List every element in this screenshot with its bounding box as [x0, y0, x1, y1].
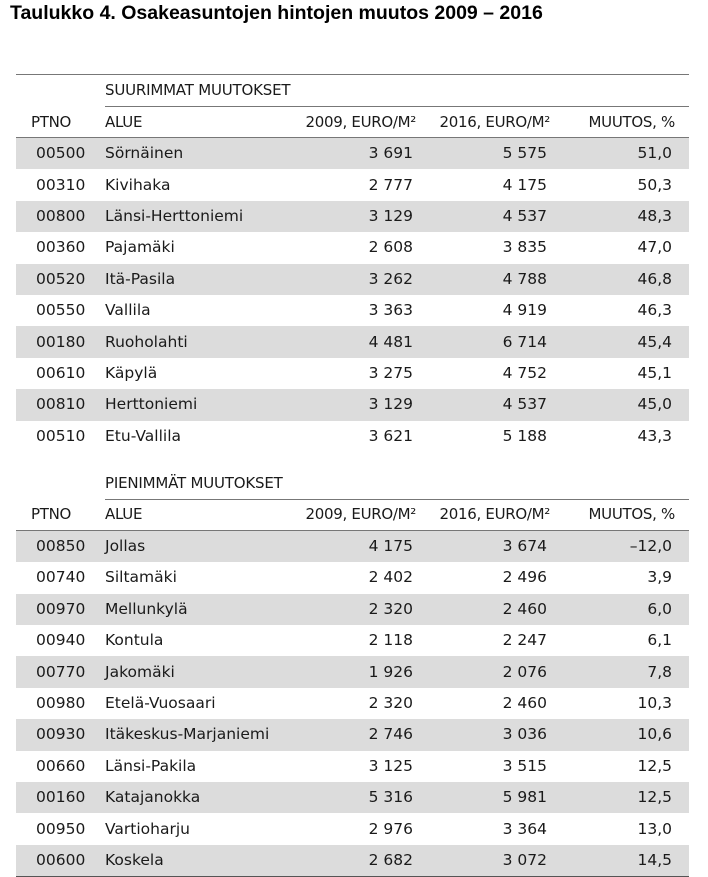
cell-2016: 5 575	[502, 144, 547, 163]
cell-muutos: 46,3	[637, 301, 672, 320]
table-row	[16, 845, 689, 876]
cell-alue: Vallila	[105, 301, 151, 320]
cell-muutos: 46,8	[637, 269, 672, 288]
cell-muutos: 45,0	[637, 395, 672, 414]
cell-alue: Sörnäinen	[105, 144, 184, 163]
cell-2016: 2 460	[502, 599, 547, 618]
cell-2016: 2 247	[502, 631, 547, 650]
cell-alue: Etu-Vallila	[105, 426, 182, 445]
table-row	[16, 138, 689, 169]
table-row	[16, 656, 689, 687]
cell-2009: 2 608	[368, 238, 413, 257]
column-header-row	[16, 500, 689, 530]
cell-alue: Siltamäki	[105, 568, 177, 587]
cell-2009: 2 320	[368, 694, 413, 713]
cell-2009: 3 621	[368, 426, 413, 445]
cell-ptno: 00360	[36, 238, 86, 257]
cell-alue: Kontula	[105, 631, 164, 650]
section-smallest-changes	[16, 468, 689, 876]
table-row	[16, 232, 689, 263]
cell-alue: Jakomäki	[105, 662, 175, 681]
cell-2009: 2 976	[368, 819, 413, 838]
cell-2016: 3 674	[502, 537, 547, 556]
cell-ptno: 00810	[36, 395, 86, 414]
page-title: Taulukko 4. Osakeasuntojen hintojen muutos 2009 – 2016	[10, 2, 543, 24]
header-muutos: MUUTOS, %	[588, 112, 675, 131]
table-row	[16, 264, 689, 295]
cell-muutos: 47,0	[637, 238, 672, 257]
cell-ptno: 00160	[36, 788, 86, 807]
cell-2009: 3 129	[368, 395, 413, 414]
cell-2009: 3 363	[368, 301, 413, 320]
cell-muutos: 10,3	[637, 694, 672, 713]
cell-ptno: 00930	[36, 725, 86, 744]
cell-2009: 2 118	[368, 631, 413, 650]
cell-2009: 5 316	[368, 788, 413, 807]
table-row	[16, 751, 689, 782]
price-change-table	[16, 74, 689, 877]
cell-alue: Länsi-Pakila	[105, 756, 197, 775]
cell-ptno: 00550	[36, 301, 86, 320]
header-alue: ALUE	[105, 112, 143, 131]
cell-ptno: 00660	[36, 756, 86, 775]
cell-ptno: 00950	[36, 819, 86, 838]
cell-2009: 3 691	[368, 144, 413, 163]
cell-2016: 4 537	[502, 206, 547, 225]
table-row	[16, 531, 689, 562]
cell-2016: 3 036	[502, 725, 547, 744]
cell-2009: 4 481	[368, 332, 413, 351]
cell-ptno: 00770	[36, 662, 86, 681]
cell-alue: Vartioharju	[105, 819, 190, 838]
cell-muutos: 6,1	[647, 631, 672, 650]
cell-ptno: 00510	[36, 426, 86, 445]
cell-2016: 4 175	[502, 175, 547, 194]
cell-2016: 3 072	[502, 851, 547, 869]
cell-ptno: 00850	[36, 537, 86, 556]
cell-muutos: 7,8	[647, 662, 672, 681]
cell-2009: 4 175	[368, 537, 413, 556]
cell-2009: 3 129	[368, 206, 413, 225]
cell-alue: Kivihaka	[105, 175, 171, 194]
cell-ptno: 00740	[36, 568, 86, 587]
cell-muutos: 14,5	[637, 851, 672, 869]
cell-2016: 2 496	[502, 568, 547, 587]
cell-alue: Itäkeskus-Marjaniemi	[105, 725, 270, 744]
cell-2016: 5 981	[502, 788, 547, 807]
header-muutos: MUUTOS, %	[588, 505, 675, 524]
cell-ptno: 00610	[36, 363, 86, 382]
table-row	[16, 295, 689, 326]
section-label: PIENIMMÄT MUUTOKSET	[105, 473, 283, 492]
header-alue: ALUE	[105, 505, 143, 524]
table-row	[16, 389, 689, 420]
cell-alue: Käpylä	[105, 363, 158, 382]
cell-alue: Länsi-Herttoniemi	[105, 206, 244, 225]
cell-2016: 3 515	[502, 756, 547, 775]
cell-ptno: 00600	[36, 851, 86, 869]
cell-2009: 3 125	[368, 756, 413, 775]
cell-2009: 2 746	[368, 725, 413, 744]
cell-2016: 4 752	[502, 363, 547, 382]
cell-muutos: 10,6	[637, 725, 672, 744]
table-row	[16, 169, 689, 200]
cell-ptno: 00180	[36, 332, 86, 351]
table-row	[16, 782, 689, 813]
cell-2016: 3 364	[502, 819, 547, 838]
cell-muutos: 12,5	[637, 788, 672, 807]
header-2016: 2016, EURO/M²	[439, 112, 550, 131]
cell-alue: Katajanokka	[105, 788, 201, 807]
cell-2009: 3 262	[368, 269, 413, 288]
section-label: SUURIMMAT MUUTOKSET	[105, 81, 291, 99]
cell-2016: 5 188	[502, 426, 547, 445]
section-largest-changes	[16, 75, 689, 452]
table-row	[16, 201, 689, 232]
cell-2009: 1 926	[368, 662, 413, 681]
table-row	[16, 625, 689, 656]
cell-ptno: 00800	[36, 206, 86, 225]
cell-muutos: 6,0	[647, 599, 672, 618]
cell-alue: Ruoholahti	[105, 332, 188, 351]
cell-2016: 4 537	[502, 395, 547, 414]
table-row	[16, 358, 689, 389]
cell-alue: Etelä-Vuosaari	[105, 694, 216, 713]
cell-muutos: 12,5	[637, 756, 672, 775]
cell-alue: Pajamäki	[105, 238, 175, 257]
cell-2009: 3 275	[368, 363, 413, 382]
table-row	[16, 594, 689, 625]
section-heading-row	[16, 468, 689, 499]
cell-alue: Herttoniemi	[105, 395, 198, 414]
section-gap	[16, 452, 689, 468]
table-row	[16, 813, 689, 844]
cell-2016: 4 788	[502, 269, 547, 288]
cell-2009: 2 402	[368, 568, 413, 587]
cell-alue: Koskela	[105, 851, 164, 869]
header-2009: 2009, EURO/M²	[305, 112, 416, 131]
cell-2009: 2 682	[368, 851, 413, 869]
cell-muutos: 13,0	[637, 819, 672, 838]
cell-2016: 4 919	[502, 301, 547, 320]
cell-2016: 2 076	[502, 662, 547, 681]
section-heading-row	[16, 75, 689, 106]
table-row	[16, 688, 689, 719]
cell-ptno: 00520	[36, 269, 86, 288]
header-ptno: PTNO	[31, 112, 72, 131]
table-row	[16, 421, 689, 452]
table-row	[16, 562, 689, 593]
cell-alue: Jollas	[105, 537, 146, 556]
cell-muutos: 48,3	[637, 206, 672, 225]
cell-alue: Mellunkylä	[105, 599, 188, 618]
cell-muutos: 45,4	[637, 332, 672, 351]
cell-muutos: 50,3	[637, 175, 672, 194]
cell-muutos: –12,0	[629, 537, 672, 556]
cell-muutos: 3,9	[647, 568, 672, 587]
cell-muutos: 45,1	[637, 363, 672, 382]
cell-2016: 3 835	[502, 238, 547, 257]
cell-muutos: 51,0	[637, 144, 672, 163]
cell-ptno: 00980	[36, 694, 86, 713]
header-2016: 2016, EURO/M²	[439, 505, 550, 524]
cell-ptno: 00310	[36, 175, 86, 194]
cell-2016: 2 460	[502, 694, 547, 713]
cell-muutos: 43,3	[637, 426, 672, 445]
cell-ptno: 00940	[36, 631, 86, 650]
header-ptno: PTNO	[31, 505, 72, 524]
table-row	[16, 326, 689, 357]
cell-ptno: 00970	[36, 599, 86, 618]
table-row	[16, 719, 689, 750]
cell-2016: 6 714	[502, 332, 547, 351]
cell-alue: Itä-Pasila	[105, 269, 176, 288]
column-header-row	[16, 107, 689, 137]
cell-ptno: 00500	[36, 144, 86, 163]
header-2009: 2009, EURO/M²	[305, 505, 416, 524]
cell-2009: 2 777	[368, 175, 413, 194]
cell-2009: 2 320	[368, 599, 413, 618]
